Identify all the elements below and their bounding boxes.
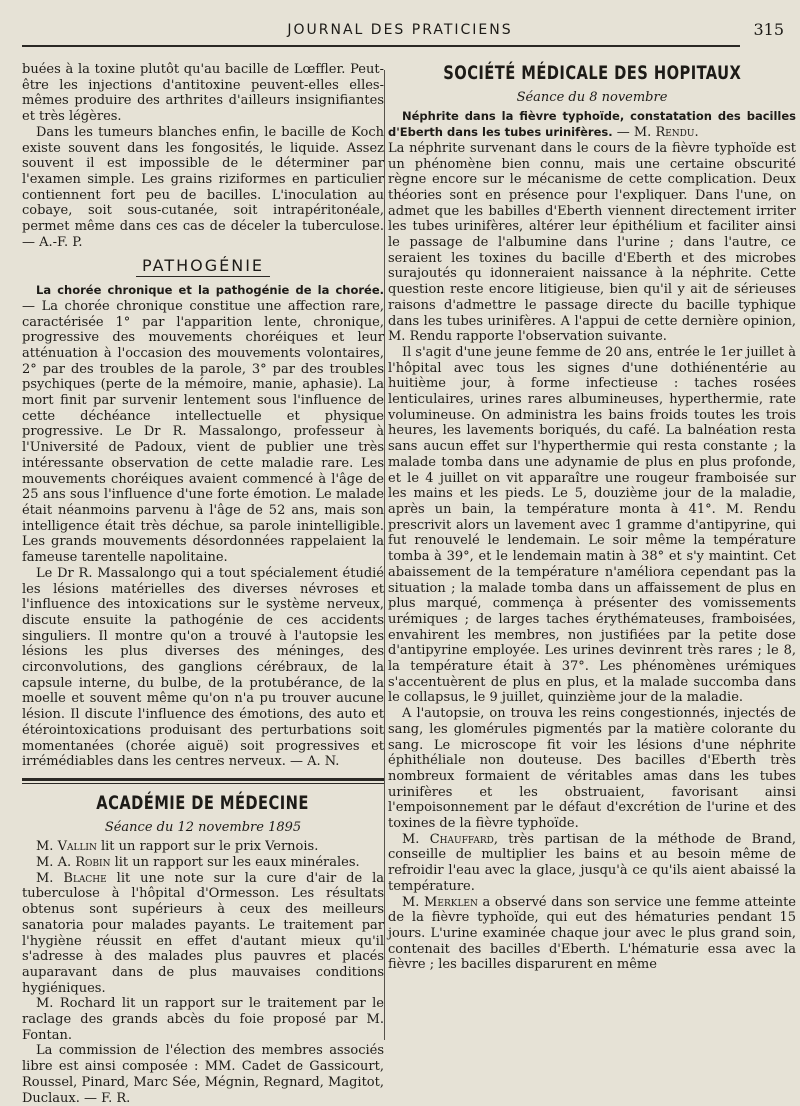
speaker-name: M. Vallin — [36, 839, 97, 855]
societe-heading: SOCIÉTÉ MÉDICALE DES HOPITAUX — [443, 62, 741, 84]
academie-paragraph-5: La commission de l'élection des membres associés libre est ainsi composée : MM. Cadet de Gassicourt, Roussel, Pinard, Marc Sée, Mégnin, Regnard, Magitot, Duclaux. — F. R. — [22, 1043, 384, 1106]
nephrite-author-prefix: — M. — [612, 125, 656, 141]
academie-heading-wrap — [22, 791, 384, 814]
academie-paragraph-4: M. Rochard lit un rapport sur le traitement par le raclage des grands abcès du foie proposé par M. Fontan. — [22, 996, 384, 1043]
speaker-name: M. Merklen — [402, 894, 478, 910]
chorea-paragraph-2: Le Dr R. Massalongo qui a tout spécialement étudié les lésions matérielles des diverses névroses et l'influence des intoxications sur le système nerveux, discute ensuite la pathogénie de ces accidents singuliers. Il montre qu'on a trouvé à l'autopsie les lésions les plus diverses des méninges, des circonvolutions, des ganglions cérébraux, de la capsule interne, du bulbe, de la protubérance, de la moelle et souvent même qu'on n'a pu trouver aucune lésion. Il discute l'influence des émotions, des auto et étérointoxications produisant des perturbations soit momentanées (chorée aiguë) soit progressives et irrémédiables dans les centres nerveux. — A. N. — [22, 565, 384, 770]
speaker-name: M. Blache — [36, 870, 107, 886]
chorea-text-1: — La chorée chronique constitue une affection rare, caractérisée 1° par l'apparition lente, chronique, progressive des mouvements choréiques et leur atténuation à l'occasion des mouvements volontaires, 2° par des troubles de la parole, 3° par des troubles psychiques (perte de la mémoire, manie, aphasie). La mort finit par survenir lentement sous l'influence de cette déchéance intellectuelle et physique progressive. Le Dr R. Massalongo, professeur à l'Université de Padoux, vient de publier une très intéressante observation de cette maladie rare. Les mouvements choréiques avaient commencé à l'âge de 25 ans sous l'influence d'une forte émotion. Le malade était néanmoins parvenu à l'âge de 52 ans, mais son intelligence était très déchue, sa parole inintelligible. Les grands mouvements désordonnées rappelaient la fameuse tarentelle napolitaine. — [22, 298, 384, 566]
page-number: 315 — [753, 20, 784, 39]
journal-title: JOURNAL DES PRATICIENS — [287, 22, 513, 38]
pathogenie-heading-wrap — [22, 258, 384, 277]
societe-text-4: , très partisan de la méthode de Brand, conseille de multiplier les bains et au besoin même de refroidir l'eau avec la glace, jusqu'à ce qu'ils aient abaissé la température. — [388, 831, 796, 894]
academie-text-1: lit un rapport sur le prix Vernois. — [96, 839, 319, 855]
academie-paragraph-1 — [22, 839, 384, 855]
societe-paragraph-1: La néphrite survenant dans le cours de la fièvre typhoïde est un phénomène bien connu, mais une certaine obscurité règne encore sur le mécanisme de cette complication. Deux théories sont en présence pour l'expliquer. Dans l'une, on admet que les babilles d'Eberth viennent directement irriter les tubes urinifères, altérer leur épithélium et faciliter ainsi le passage de l'albumine dans l'urine ; dans l'autre, ce seraient les toxines du bacille d'Eberth et des microbes surajoutés qu idonneraient naissance à la néphrite. Cette question reste encore litigieuse, bien qu'il y ait de sérieuses raisons d'admettre le passage directe du bacille typhique dans les tubes urinifères. A l'appui de cette dernière opinion, M. Rendu rapporte l'observation suivante. — [388, 140, 796, 345]
nephrite-title: Néphrite dans la fièvre typhoïde, constatation des bacilles d'Eberth dans les tubes urinifères. — [388, 109, 796, 140]
societe-seance: Séance du 8 novembre — [516, 89, 668, 105]
column-divider — [384, 70, 385, 1040]
intro-paragraph-1: buées à la toxine plutôt qu'au bacille de Lœffler. Peut-être les injections d'antitoxine peuvent-elles elles-mêmes produire des arthrites d'ailleurs insignifiantes et très légères. — [22, 62, 384, 125]
societe-paragraph-3: A l'autopsie, on trouva les reins congestionnés, injectés de sang, les glomérules pigmentés par la matière colorante du sang. Le microscope fit voir les lésions d'une néphrite éphithéliale non douteuse. Des bacilles d'Eberth très nombreux formaient de véritables amas dans les tubes urinifères et les obstruaient, favorisant ainsi l'empoisonnement par le défaut d'excrétion de l'urine et des toxines de la fièvre typhoïde. — [388, 706, 796, 832]
chorea-title: La chorée chronique et la pathogénie de la chorée. — [36, 283, 384, 298]
header-rule — [22, 45, 740, 47]
left-column — [22, 62, 384, 1106]
academie-seance: Séance du 12 novembre 1895 — [104, 819, 302, 835]
societe-paragraph-4 — [388, 832, 796, 895]
chorea-paragraph-1 — [22, 283, 384, 566]
right-column — [388, 62, 796, 1038]
academie-paragraph-3 — [22, 871, 384, 997]
societe-paragraph-2: Il s'agit d'une jeune femme de 20 ans, entrée le 1er juillet à l'hôpital avec tous les signes d'une dothiénentérie au huitième jour, à forme infectieuse : taches rosées lenticulaires, urines rares albumineuses, hyperthermie, rate volumineuse. On administra les bains froids toutes les trois heures, les lavements boriqués, du café. La balnéation resta sans aucun effet sur l'hyperthermie qui resta constante ; la malade tomba dans une adynamie de plus en plus profonde, et le 4 juillet on vit apparaître une rougeur framboisée sur les mains et les pieds. Le 5, douzième jour de la maladie, après un bain, la température monta à 41°. M. Rendu prescrivit alors un lavement avec 1 gramme d'antipyrine, qui fut renouvelé le lendemain. Le soir même la température tomba à 39°, et le lendemain matin à 38° et s'y maintint. Cet abaissement de la température n'améliora cependant pas la situation ; la malade tomba dans un affaissement de plus en plus marqué, commença à présenter des vomissements urémiques ; de larges taches érythémateuses, framboisées, envahirent les membres, non justifiées par la petite dose d'antipyrine employée. Les urines devinrent très rares ; le 8, la température était à 37°. Les phénomènes urémiques s'accentuèrent de plus en plus, et la malade succomba dans le collapsus, le 9 juillet, quinzième jour de la maladie. — [388, 344, 796, 706]
nephrite-heading — [388, 109, 796, 140]
section-divider — [22, 778, 384, 784]
academie-text-2: lit un rapport sur les eaux minérales. — [110, 855, 360, 871]
societe-text-5: a observé dans son service une femme atteinte de la fièvre typhoïde, qui eut des hématuries pendant 15 jours. L'urine examinée chaque jour avec le plus grand soin, contenait des bacilles d'Eberth. L'hématurie essa avec la fièvre ; les bacilles disparurent en même — [388, 894, 796, 973]
academie-heading: ACADÉMIE DE MÉDECINE — [96, 791, 310, 814]
societe-paragraph-5 — [388, 895, 796, 974]
intro-paragraph-2: Dans les tumeurs blanches enfin, le bacille de Koch existe souvent dans les fongosités, le liquide. Assez souvent il est impossible de le déterminer par l'examen simple. Les grains riziformes en particulier contiennent fort peu de bacilles. L'inoculation au cobaye, soit sous-cutanée, soit intrapéritonéale, permet même dans ces cas de déceler la tuberculose. — A.-F. P. — [22, 124, 384, 250]
nephrite-author: Rendu. — [655, 125, 699, 141]
speaker-name: M. A. Robin — [36, 855, 111, 871]
academie-text-3: lit une note sur la cure d'air de la tuberculose à l'hôpital d'Ormesson. Les résultats obtenus sont supérieurs à ceux des meilleurs sanatoria pour malades payants. Le traitement par l'hygiène réussit en effet d'autant mieux qu'il s'adresse à des malades plus pauvres et placés auparavant dans de plus mauvaises conditions hygiéniques. — [22, 870, 384, 996]
societe-heading-wrap — [388, 62, 796, 84]
academie-paragraph-2 — [22, 855, 384, 871]
pathogenie-heading: PATHOGÉNIE — [136, 258, 270, 277]
running-head — [0, 0, 800, 48]
speaker-name: M. Chauffard — [402, 831, 494, 847]
